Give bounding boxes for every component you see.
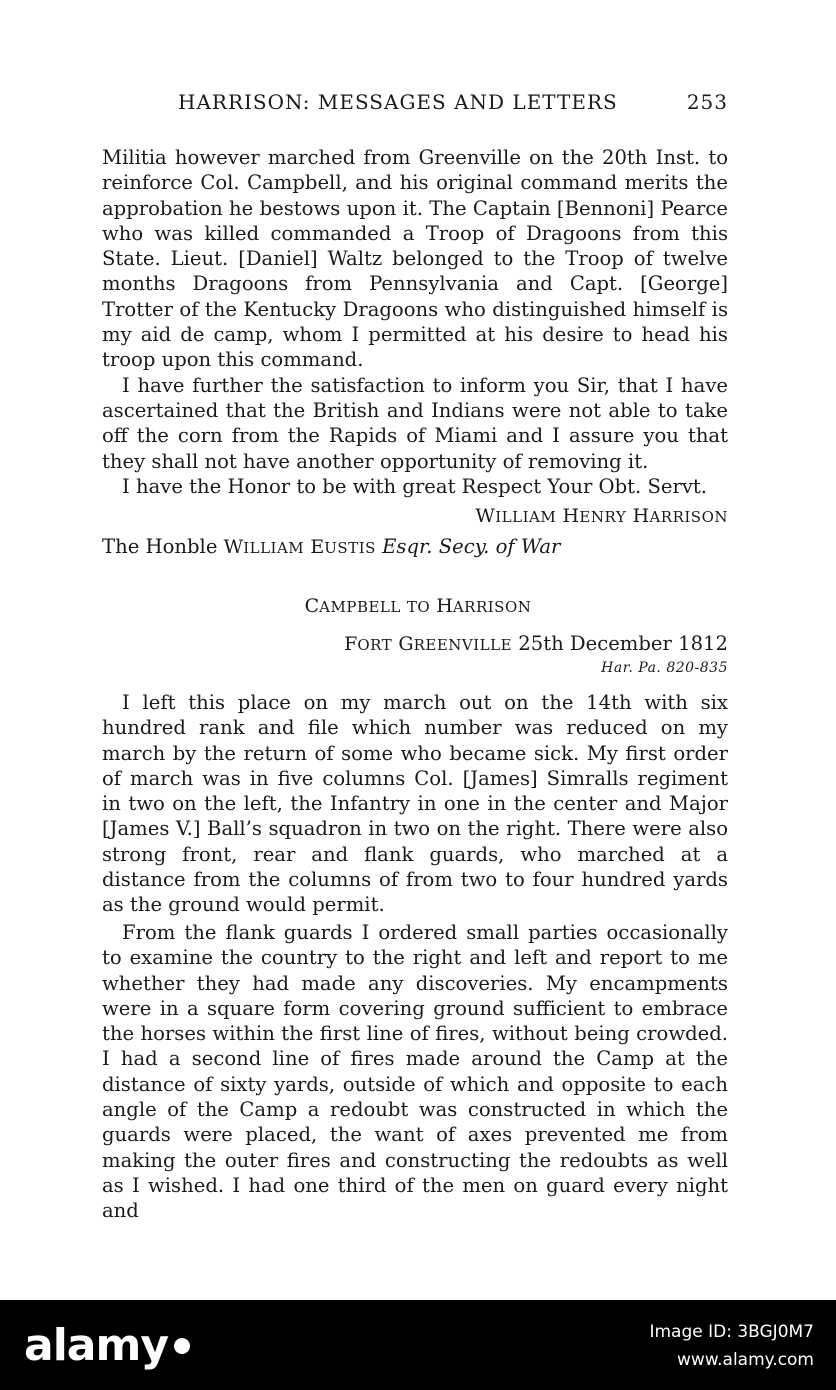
letter-body (102, 920, 728, 1224)
closing-line: I have the Honor to be with great Respect Your Obt. Servt. (122, 474, 708, 498)
letter-body-continuation (102, 145, 728, 499)
signature-harrison: WILLIAM HENRY HARRISON (475, 505, 728, 527)
letter-heading: CAMPBELL TO HARRISON (304, 595, 532, 617)
paragraph: From the flank guards I ordered small parties occasionally to examine the country to the right and left and report to me whether they had made any discoveries. My encampments were in a square form covering ground sufficient to embrace the horses within the first line of fires, without being crowded. I had a second line of fires made around the Camp at the distance of sixty yards, outside of which and opposite to each angle of the Camp a redoubt was constructed in which the guards were placed, the want of axes prevented me from making the outer fires and constructing the redoubts as well as I wished. I had one third of the men on guard every night and (102, 921, 728, 1223)
dateline: FORT GREENVILLE 25th December 1812 (344, 632, 728, 655)
paragraph: Militia however marched from Greenville on the 20th Inst. to reinforce Col. Campbell, and his original command merits the approbation he bestows upon it. The Captain [Bennoni] Pearce who was killed commanded a Troop of Dragoons from this State. Lieut. [Daniel] Waltz belonged to the Troop of twelve months Dragoons from Pennsylvania and Capt. [George] Trotter of the Kentucky Dragoons who distinguished himself is my aid de camp, whom I permitted at his desire to head his troop upon this command. (102, 146, 728, 372)
image-id: Image ID: 3BGJ0M7 (649, 1322, 814, 1342)
page-number: 253 (686, 90, 728, 114)
addressee-line: The Honble WILLIAM EUSTIS Esqr. Secy. of War (102, 535, 561, 558)
alamy-logo: alamy (24, 1320, 190, 1371)
site-url: www.alamy.com (676, 1350, 814, 1370)
logo-mark-icon (174, 1338, 190, 1354)
watermark-banner (0, 1300, 836, 1390)
letter-body (102, 690, 728, 918)
page-header (102, 90, 728, 120)
paragraph: I have further the satisfaction to inform you Sir, that I have ascertained that the British and Indians were not able to take off the corn from the Rapids of Miami and I assure you that they shall not have another opportunity of removing it. (102, 373, 728, 473)
source-citation: Har. Pa. 820-835 (601, 660, 728, 676)
paragraph: I left this place on my march out on the 14th with six hundred rank and file which number was reduced on my march by the return of some who became sick. My first order of march was in five columns Col. [James] Simralls regiment in two on the left, the Infantry in one in the center and Major [James V.] Ball’s squadron in two on the right. There were also strong front, rear and flank guards, who marched at a distance from the columns of from two to four hundred yards as the ground would permit. (102, 691, 728, 917)
running-title: HARRISON: MESSAGES AND LETTERS (178, 90, 618, 114)
